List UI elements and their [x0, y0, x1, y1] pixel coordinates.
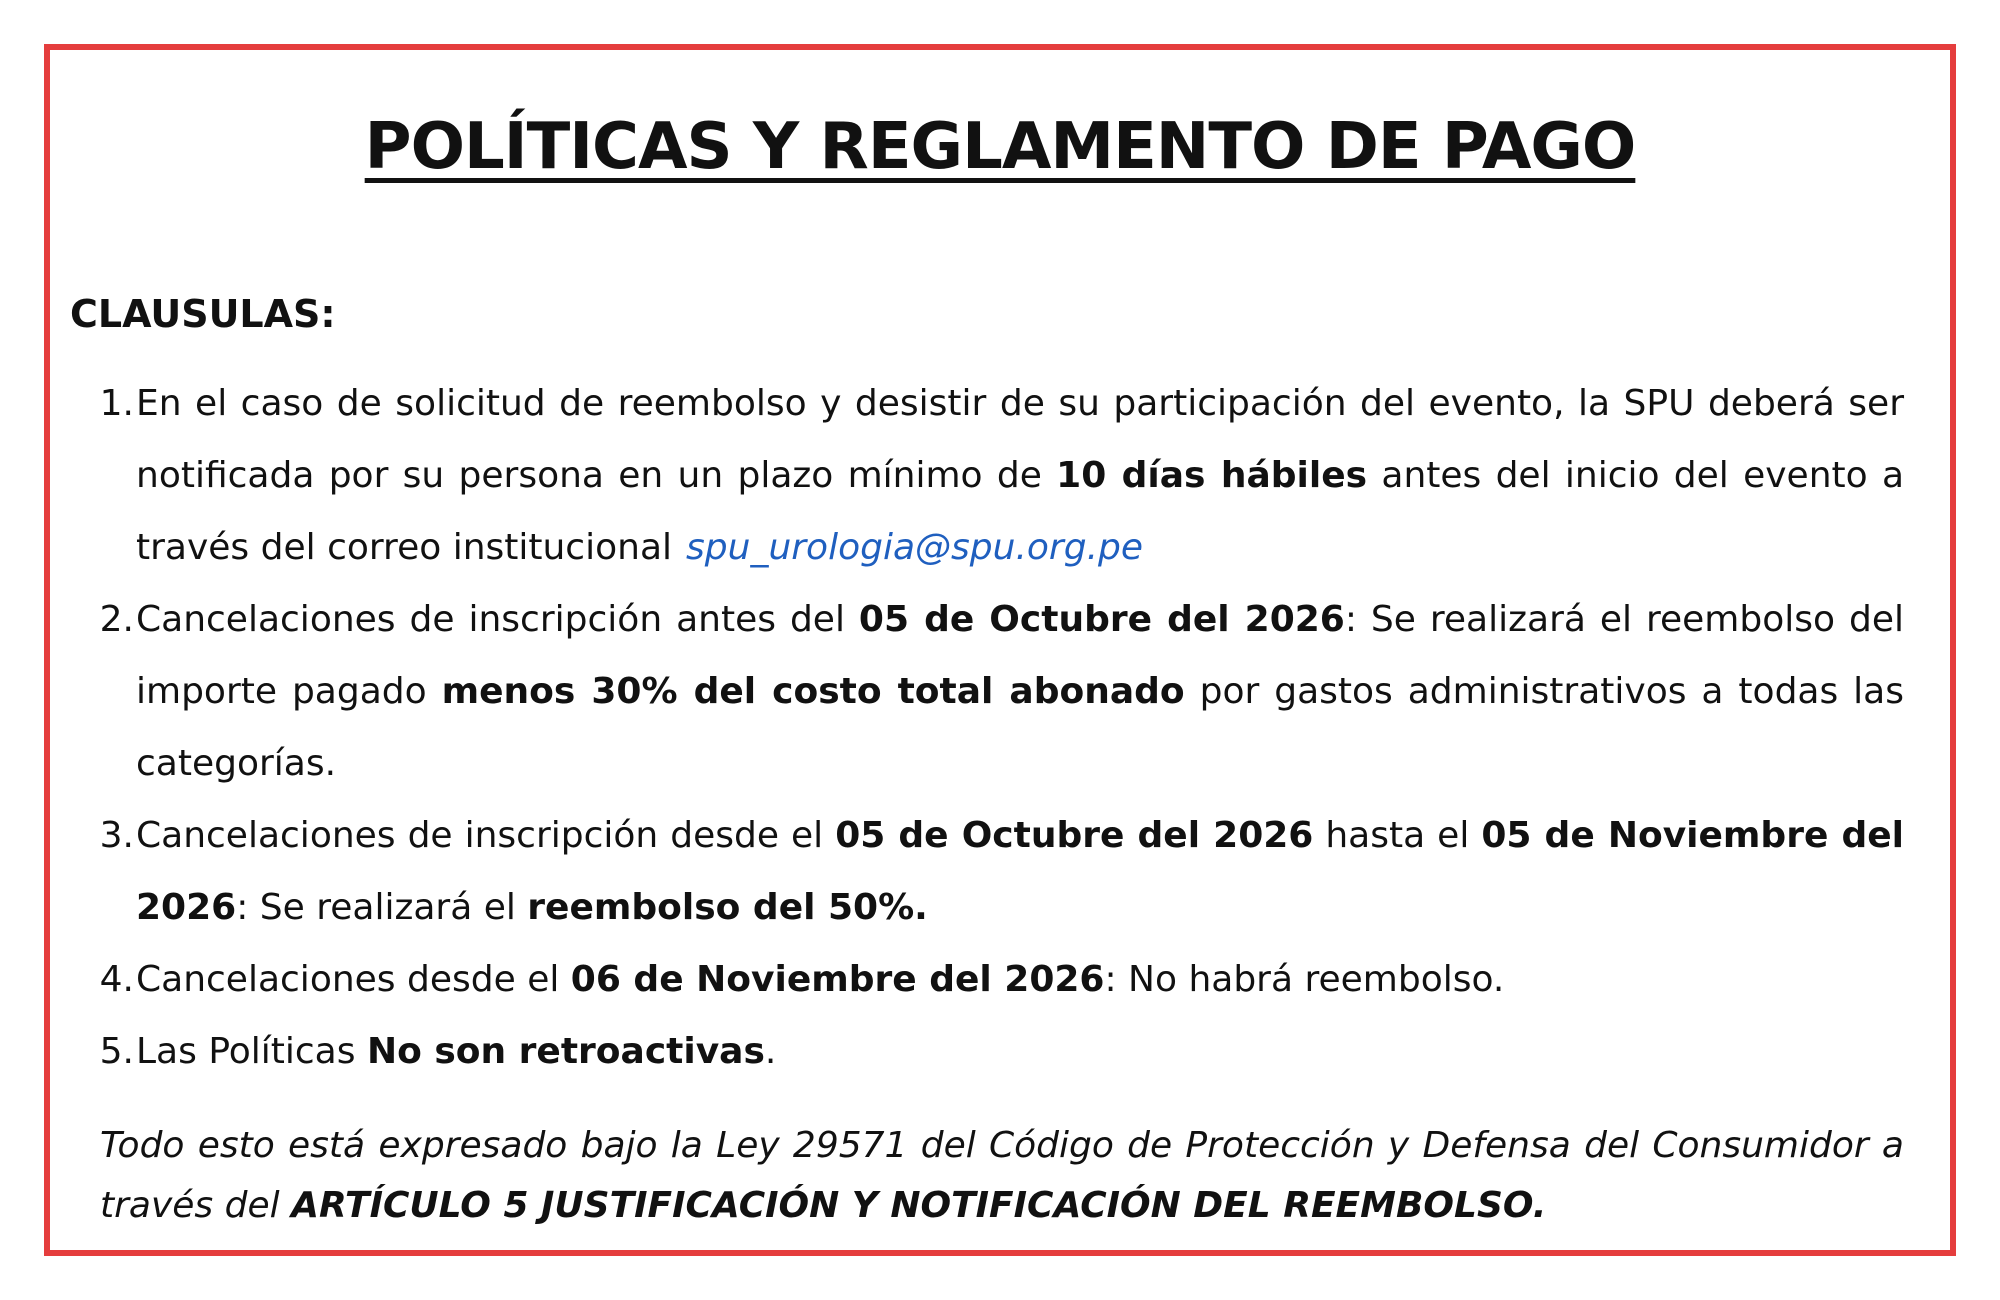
clause-text: : Se realizará el — [236, 887, 528, 928]
clause-number: 5. — [99, 1031, 134, 1072]
clause-item-2 — [70, 584, 1904, 800]
clause-text: . — [764, 1031, 777, 1072]
page-title — [0, 110, 2000, 184]
clause-number: 1. — [99, 383, 134, 424]
clause-bold-text: 06 de Noviembre del 2026 — [570, 959, 1105, 1000]
clause-text: por gastos administrativos a todas las categorías. — [136, 671, 1904, 784]
clause-item-1 — [70, 368, 1904, 584]
email-link[interactable]: spu_urologia@spu.org.pe — [686, 527, 1144, 568]
clause-text: En el caso de solicitud de reembolso y desistir de su participación del evento, la SPU deberá ser notificada por su persona en un plazo mínimo de — [136, 383, 1904, 496]
footer-bold-text: ARTÍCULO 5 JUSTIFICACIÓN Y NOTIFICACIÓN DEL REEMBOLSO. — [291, 1185, 1547, 1226]
clause-text: : Se realizará el reembolso del importe pagado — [136, 599, 1904, 712]
clause-item-5 — [70, 1016, 1904, 1088]
clause-list — [70, 368, 1904, 1088]
clause-text: hasta el — [1313, 815, 1482, 856]
clause-bold-text: No son retroactivas — [366, 1031, 765, 1072]
clause-bold-text: reembolso del 50%. — [527, 887, 928, 928]
clause-text: Cancelaciones de inscripción antes del — [136, 599, 859, 640]
clause-number: 4. — [99, 959, 134, 1000]
clause-bold-text: 05 de Noviembre del 2026 — [136, 815, 1904, 928]
page-title-text: POLÍTICAS Y REGLAMENTO DE PAGO — [364, 110, 1636, 184]
clausulas-heading: CLAUSULAS: — [70, 292, 336, 336]
clause-item-4 — [70, 944, 1904, 1016]
clause-bold-text: menos 30% del costo total abonado — [441, 671, 1185, 712]
clause-number: 3. — [99, 815, 134, 856]
legal-footer-note — [100, 1116, 1904, 1236]
clause-number: 2. — [99, 599, 134, 640]
clause-text: Cancelaciones de inscripción desde el — [136, 815, 836, 856]
clause-bold-text: 10 días hábiles — [1056, 455, 1368, 496]
clause-bold-text: 05 de Octubre del 2026 — [858, 599, 1345, 640]
clause-text: Cancelaciones desde el — [136, 959, 571, 1000]
clause-text: antes del inicio del evento a través del correo institucional — [136, 455, 1905, 568]
clause-item-3 — [70, 800, 1904, 944]
footer-text: Todo esto está expresado bajo la Ley 29571 del Código de Protección y Defensa del Consumidor a través del — [100, 1125, 1904, 1226]
clause-bold-text: 05 de Octubre del 2026 — [835, 815, 1314, 856]
clause-text: : No habrá reembolso. — [1104, 959, 1505, 1000]
clause-text: Las Políticas — [136, 1031, 367, 1072]
